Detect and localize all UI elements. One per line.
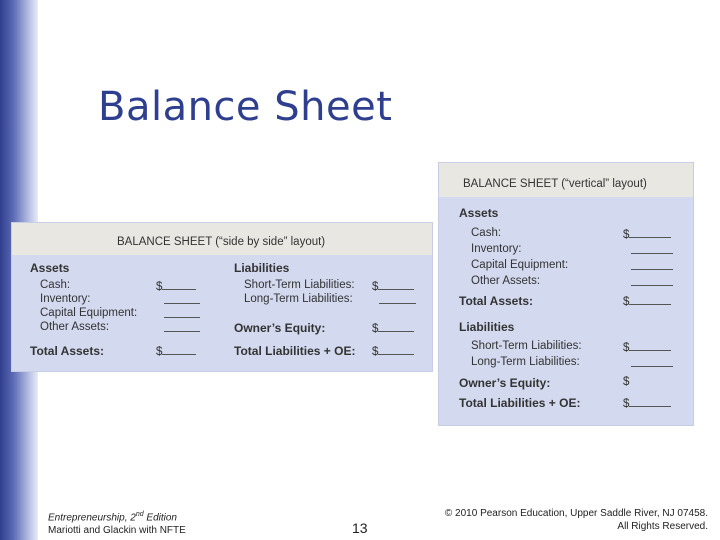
vert-total-liab-oe-label: Total Liabilities + OE: — [459, 396, 581, 410]
copyright-line-2: All Rights Reserved. — [617, 521, 708, 532]
sbs-long-term-label: Long-Term Liabilities: — [244, 293, 353, 305]
sbs-assets-label: Assets — [30, 261, 70, 275]
vert-inventory-blank — [631, 243, 673, 257]
sbs-inventory-label: Inventory: — [40, 293, 91, 305]
vert-other-assets-label: Other Assets: — [471, 275, 541, 287]
sbs-total-assets-blank: $ — [156, 344, 196, 358]
vert-short-term-label: Short-Term Liabilities: — [471, 340, 582, 352]
sbs-other-assets-label: Other Assets: — [40, 321, 110, 333]
footer-authors: Mariotti and Glackin with NFTE — [48, 525, 186, 537]
sbs-total-liab-blank: $ — [372, 344, 414, 358]
sbs-owners-equity-label: Owner’s Equity: — [234, 321, 326, 335]
vert-other-blank — [631, 275, 673, 289]
vert-total-assets-label: Total Assets: — [459, 294, 534, 308]
sbs-long-term-blank — [379, 293, 416, 307]
footer-book-info — [48, 508, 186, 537]
vert-short-term-blank: $ — [623, 340, 671, 354]
side-by-side-heading: BALANCE SHEET (“side by side” layout) — [117, 236, 326, 248]
sbs-short-term-blank: $ — [372, 279, 414, 293]
sbs-cash-blank: $ — [156, 279, 196, 293]
sbs-short-term-label: Short-Term Liabilities: — [244, 279, 355, 291]
side-by-side-header — [12, 223, 432, 255]
vert-owners-equity-label: Owner’s Equity: — [459, 376, 551, 390]
vert-total-assets-blank: $ — [623, 294, 671, 308]
sbs-capital-blank — [164, 307, 200, 321]
vert-assets-label: Assets — [459, 206, 499, 220]
vertical-header — [439, 163, 693, 197]
vert-inventory-label: Inventory: — [471, 243, 522, 255]
sbs-cash-label: Cash: — [40, 279, 71, 291]
page-number: 13 — [352, 520, 368, 536]
copyright-line-1: © 2010 Pearson Education, Upper Saddle River, NJ 07458. — [444, 508, 708, 519]
footer-book-title: Entrepreneurship, 2nd Edition — [48, 511, 177, 524]
vert-total-liab-blank: $ — [623, 396, 671, 410]
slide-title: Balance Sheet — [98, 84, 393, 130]
vertical-heading: BALANCE SHEET (“vertical” layout) — [463, 178, 647, 190]
vert-capital-blank — [631, 259, 673, 273]
footer-copyright — [445, 507, 708, 533]
balance-sheet-side-by-side — [11, 222, 433, 372]
vert-cash-label: Cash: — [471, 227, 502, 239]
sbs-capital-equipment-label: Capital Equipment: — [40, 307, 138, 319]
vert-liabilities-label: Liabilities — [459, 320, 515, 334]
vert-long-term-label: Long-Term Liabilities: — [471, 356, 580, 368]
sbs-total-liab-oe-label: Total Liabilities + OE: — [234, 344, 356, 358]
sbs-liabilities-label: Liabilities — [234, 261, 290, 275]
sbs-total-assets-label: Total Assets: — [30, 344, 105, 358]
vert-owners-equity-blank: $ — [623, 376, 630, 388]
vert-capital-equipment-label: Capital Equipment: — [471, 259, 569, 271]
vert-long-term-blank — [631, 356, 673, 370]
balance-sheet-vertical — [438, 162, 694, 426]
sbs-owners-equity-blank: $ — [372, 321, 414, 335]
sbs-other-blank — [164, 321, 200, 335]
sbs-inventory-blank — [164, 293, 200, 307]
vert-cash-blank: $ — [623, 227, 671, 241]
